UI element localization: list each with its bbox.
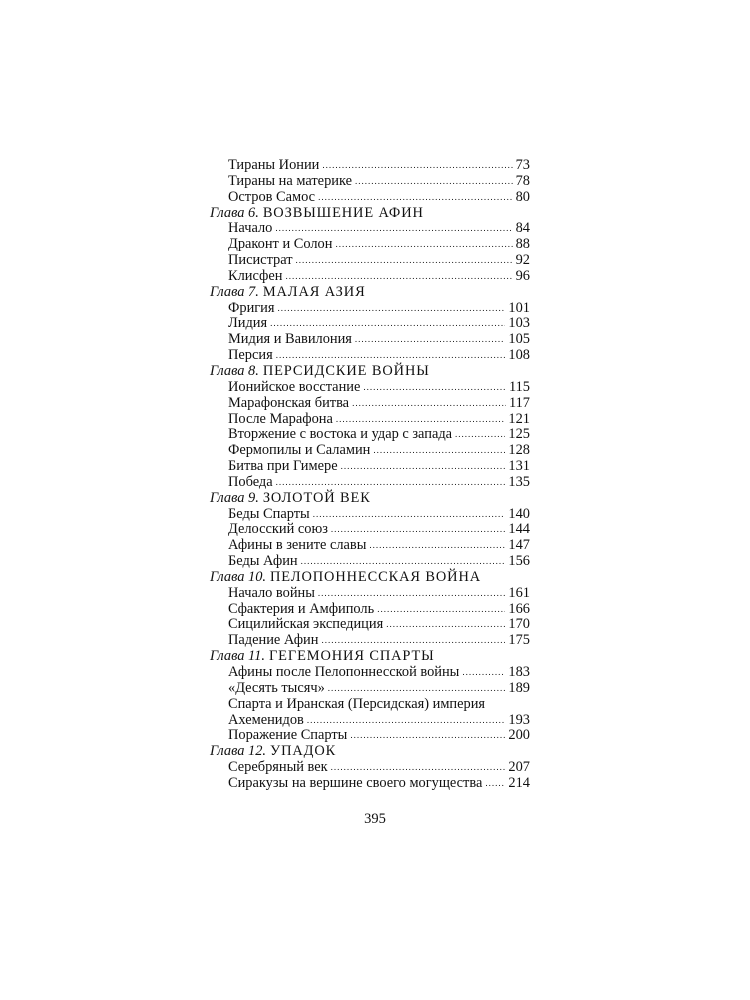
- toc-entry: [210, 158, 530, 174]
- entry-page: 78: [515, 172, 530, 189]
- toc-entry: [210, 396, 530, 412]
- entry-title: Афины после Пелопоннесской войны: [228, 664, 460, 680]
- toc-entry: [210, 412, 530, 428]
- dot-leader: [350, 731, 505, 740]
- toc-entry: [210, 316, 530, 332]
- toc-entry: [210, 586, 530, 602]
- toc-entry: [210, 427, 530, 443]
- entry-title: Фермопилы и Саламин: [228, 442, 371, 459]
- dot-leader: [455, 430, 505, 439]
- toc-entry: [210, 348, 530, 364]
- toc-entry: [210, 697, 530, 713]
- entry-page: 84: [515, 220, 530, 237]
- dot-leader: [341, 462, 506, 471]
- toc-entry: [210, 602, 530, 618]
- entry-page: 80: [515, 188, 530, 205]
- entry-title: Битва при Гимере: [228, 458, 338, 475]
- dot-leader: [331, 525, 506, 534]
- chapter-title: МАЛАЯ АЗИЯ: [262, 283, 366, 300]
- dot-leader: [322, 161, 512, 170]
- table-of-contents: [210, 158, 530, 792]
- dot-leader: [331, 763, 506, 772]
- entry-page: 103: [508, 315, 530, 332]
- entry-title: «Десять тысяч»: [228, 679, 325, 696]
- entry-title: Марафонская битва: [228, 394, 350, 411]
- entry-title: Делосский союз: [228, 521, 328, 538]
- dot-leader: [296, 256, 513, 265]
- entry-page: 147: [508, 537, 530, 554]
- entry-page: 161: [508, 584, 530, 601]
- entry-page: 140: [508, 505, 530, 522]
- entry-title: Остров Самос: [228, 188, 316, 205]
- entry-title: Падение Афин: [228, 632, 319, 649]
- toc-entry: [210, 760, 530, 776]
- toc-entry: [210, 332, 530, 348]
- entry-page: 125: [508, 426, 530, 443]
- chapter-heading: [210, 285, 530, 301]
- toc-entry: [210, 459, 530, 475]
- dot-leader: [276, 351, 506, 360]
- chapter-heading: [210, 206, 530, 222]
- entry-page: 128: [508, 442, 530, 459]
- entry-title: Персия: [228, 347, 273, 364]
- toc-entry: [210, 443, 530, 459]
- entry-page: 166: [508, 600, 530, 617]
- toc-entry: [210, 269, 530, 285]
- entry-page: 121: [508, 410, 530, 427]
- entry-title: Сицилийская экспедиция: [228, 616, 384, 633]
- entry-title: Серебряный век: [228, 759, 328, 776]
- dot-leader: [270, 319, 505, 328]
- entry-title: Ахеменидов: [228, 711, 304, 728]
- entry-page: 156: [508, 553, 530, 570]
- entry-page: 73: [515, 157, 530, 173]
- entry-title: Беды Афин: [228, 553, 298, 570]
- dot-leader: [318, 589, 506, 598]
- toc-entry: [210, 522, 530, 538]
- chapter-heading: [210, 364, 530, 380]
- dot-leader: [462, 668, 505, 677]
- entry-page: 214: [508, 774, 530, 791]
- toc-entry: [210, 681, 530, 697]
- dot-leader: [307, 716, 506, 725]
- chapter-title: ВОЗВЫШЕНИЕ АФИН: [262, 204, 424, 221]
- entry-title: Фригия: [228, 299, 275, 316]
- entry-page: 105: [508, 331, 530, 348]
- entry-page: 170: [508, 616, 530, 633]
- toc-entry: [210, 190, 530, 206]
- entry-title: Поражение Спарты: [228, 727, 348, 744]
- toc-entry: [210, 237, 530, 253]
- dot-leader: [377, 605, 505, 614]
- chapter-title: ПЕРСИДСКИЕ ВОЙНЫ: [262, 362, 430, 379]
- chapter-heading: [210, 744, 530, 760]
- chapter-label: Глава 9.: [210, 489, 259, 506]
- toc-entry: [210, 617, 530, 633]
- chapter-heading: [210, 491, 530, 507]
- dot-leader: [313, 510, 506, 519]
- chapter-label: Глава 10.: [210, 568, 266, 585]
- toc-entry: [210, 633, 530, 649]
- dot-leader: [318, 193, 513, 202]
- entry-page: 193: [508, 711, 530, 728]
- dot-leader: [363, 383, 506, 392]
- dot-leader: [276, 478, 506, 487]
- dot-leader: [328, 684, 506, 693]
- entry-title: Сиракузы на вершине своего могущества: [228, 774, 483, 791]
- dot-leader: [386, 620, 505, 629]
- entry-title: Тираны на материке: [228, 172, 352, 189]
- entry-title: Лидия: [228, 315, 268, 332]
- entry-page: 135: [508, 473, 530, 490]
- chapter-heading: [210, 649, 530, 665]
- chapter-label: Глава 8.: [210, 362, 259, 379]
- toc-entry: [210, 475, 530, 491]
- chapter-label: Глава 11.: [210, 648, 265, 665]
- entry-title: Афины в зените славы: [228, 537, 367, 554]
- entry-title: Тираны Ионии: [228, 157, 320, 173]
- entry-page: 108: [508, 347, 530, 364]
- dot-leader: [373, 446, 505, 455]
- dot-leader: [369, 541, 505, 550]
- entry-page: 183: [508, 664, 530, 680]
- toc-entry: [210, 713, 530, 729]
- entry-page: 92: [515, 252, 530, 269]
- dot-leader: [335, 240, 512, 249]
- toc-entry: [210, 665, 530, 681]
- dot-leader: [352, 399, 506, 408]
- entry-title: Беды Спарты: [228, 505, 310, 522]
- entry-page: 207: [508, 759, 530, 776]
- dot-leader: [355, 177, 513, 186]
- dot-leader: [485, 779, 505, 788]
- chapter-title: ПЕЛОПОННЕССКАЯ ВОЙНА: [270, 568, 482, 585]
- dot-leader: [321, 636, 505, 645]
- entry-title: Победа: [228, 473, 273, 490]
- toc-entry: [210, 380, 530, 396]
- entry-title: Вторжение с востока и удар с запада: [228, 426, 453, 443]
- entry-title: После Марафона: [228, 410, 333, 427]
- entry-page: 117: [508, 394, 530, 411]
- entry-page: 144: [508, 521, 530, 538]
- entry-page: 189: [508, 679, 530, 696]
- dot-leader: [278, 304, 506, 313]
- entry-title: Клисфен: [228, 267, 283, 284]
- entry-page: 200: [508, 727, 530, 744]
- toc-entry: [210, 728, 530, 744]
- entry-page: 175: [508, 632, 530, 649]
- entry-title: Мидия и Вавилония: [228, 331, 352, 348]
- toc-entry: [210, 253, 530, 269]
- toc-entry: [210, 538, 530, 554]
- entry-page: 131: [508, 458, 530, 475]
- entry-title: Сфактерия и Амфиполь: [228, 600, 375, 617]
- entry-page: 88: [515, 236, 530, 253]
- dot-leader: [285, 272, 512, 281]
- chapter-label: Глава 6.: [210, 204, 259, 221]
- entry-title: Начало: [228, 220, 273, 237]
- dot-leader: [336, 415, 506, 424]
- dot-leader: [301, 557, 506, 566]
- entry-page: 115: [508, 378, 530, 395]
- chapter-title: ГЕГЕМОНИЯ СПАРТЫ: [268, 648, 435, 665]
- toc-entry: [210, 776, 530, 792]
- chapter-heading: [210, 570, 530, 586]
- toc-entry: [210, 301, 530, 317]
- entry-page: 101: [508, 299, 530, 316]
- chapter-title: УПАДОК: [270, 743, 337, 760]
- dot-leader: [355, 335, 505, 344]
- toc-entry: [210, 221, 530, 237]
- entry-title: Начало войны: [228, 584, 315, 601]
- toc-entry: [210, 507, 530, 523]
- entry-page: 96: [515, 267, 530, 284]
- dot-leader: [275, 224, 512, 233]
- page-number: 395: [364, 811, 386, 827]
- toc-entry: [210, 174, 530, 190]
- toc-entry: [210, 554, 530, 570]
- entry-title: Писистрат: [228, 252, 293, 269]
- entry-title: Ионийское восстание: [228, 378, 361, 395]
- entry-title: Драконт и Солон: [228, 236, 333, 253]
- entry-title: Спарта и Иранская (Персидская) империя: [228, 695, 486, 712]
- chapter-label: Глава 12.: [210, 743, 266, 760]
- chapter-label: Глава 7.: [210, 283, 259, 300]
- chapter-title: ЗОЛОТОЙ ВЕК: [262, 489, 371, 506]
